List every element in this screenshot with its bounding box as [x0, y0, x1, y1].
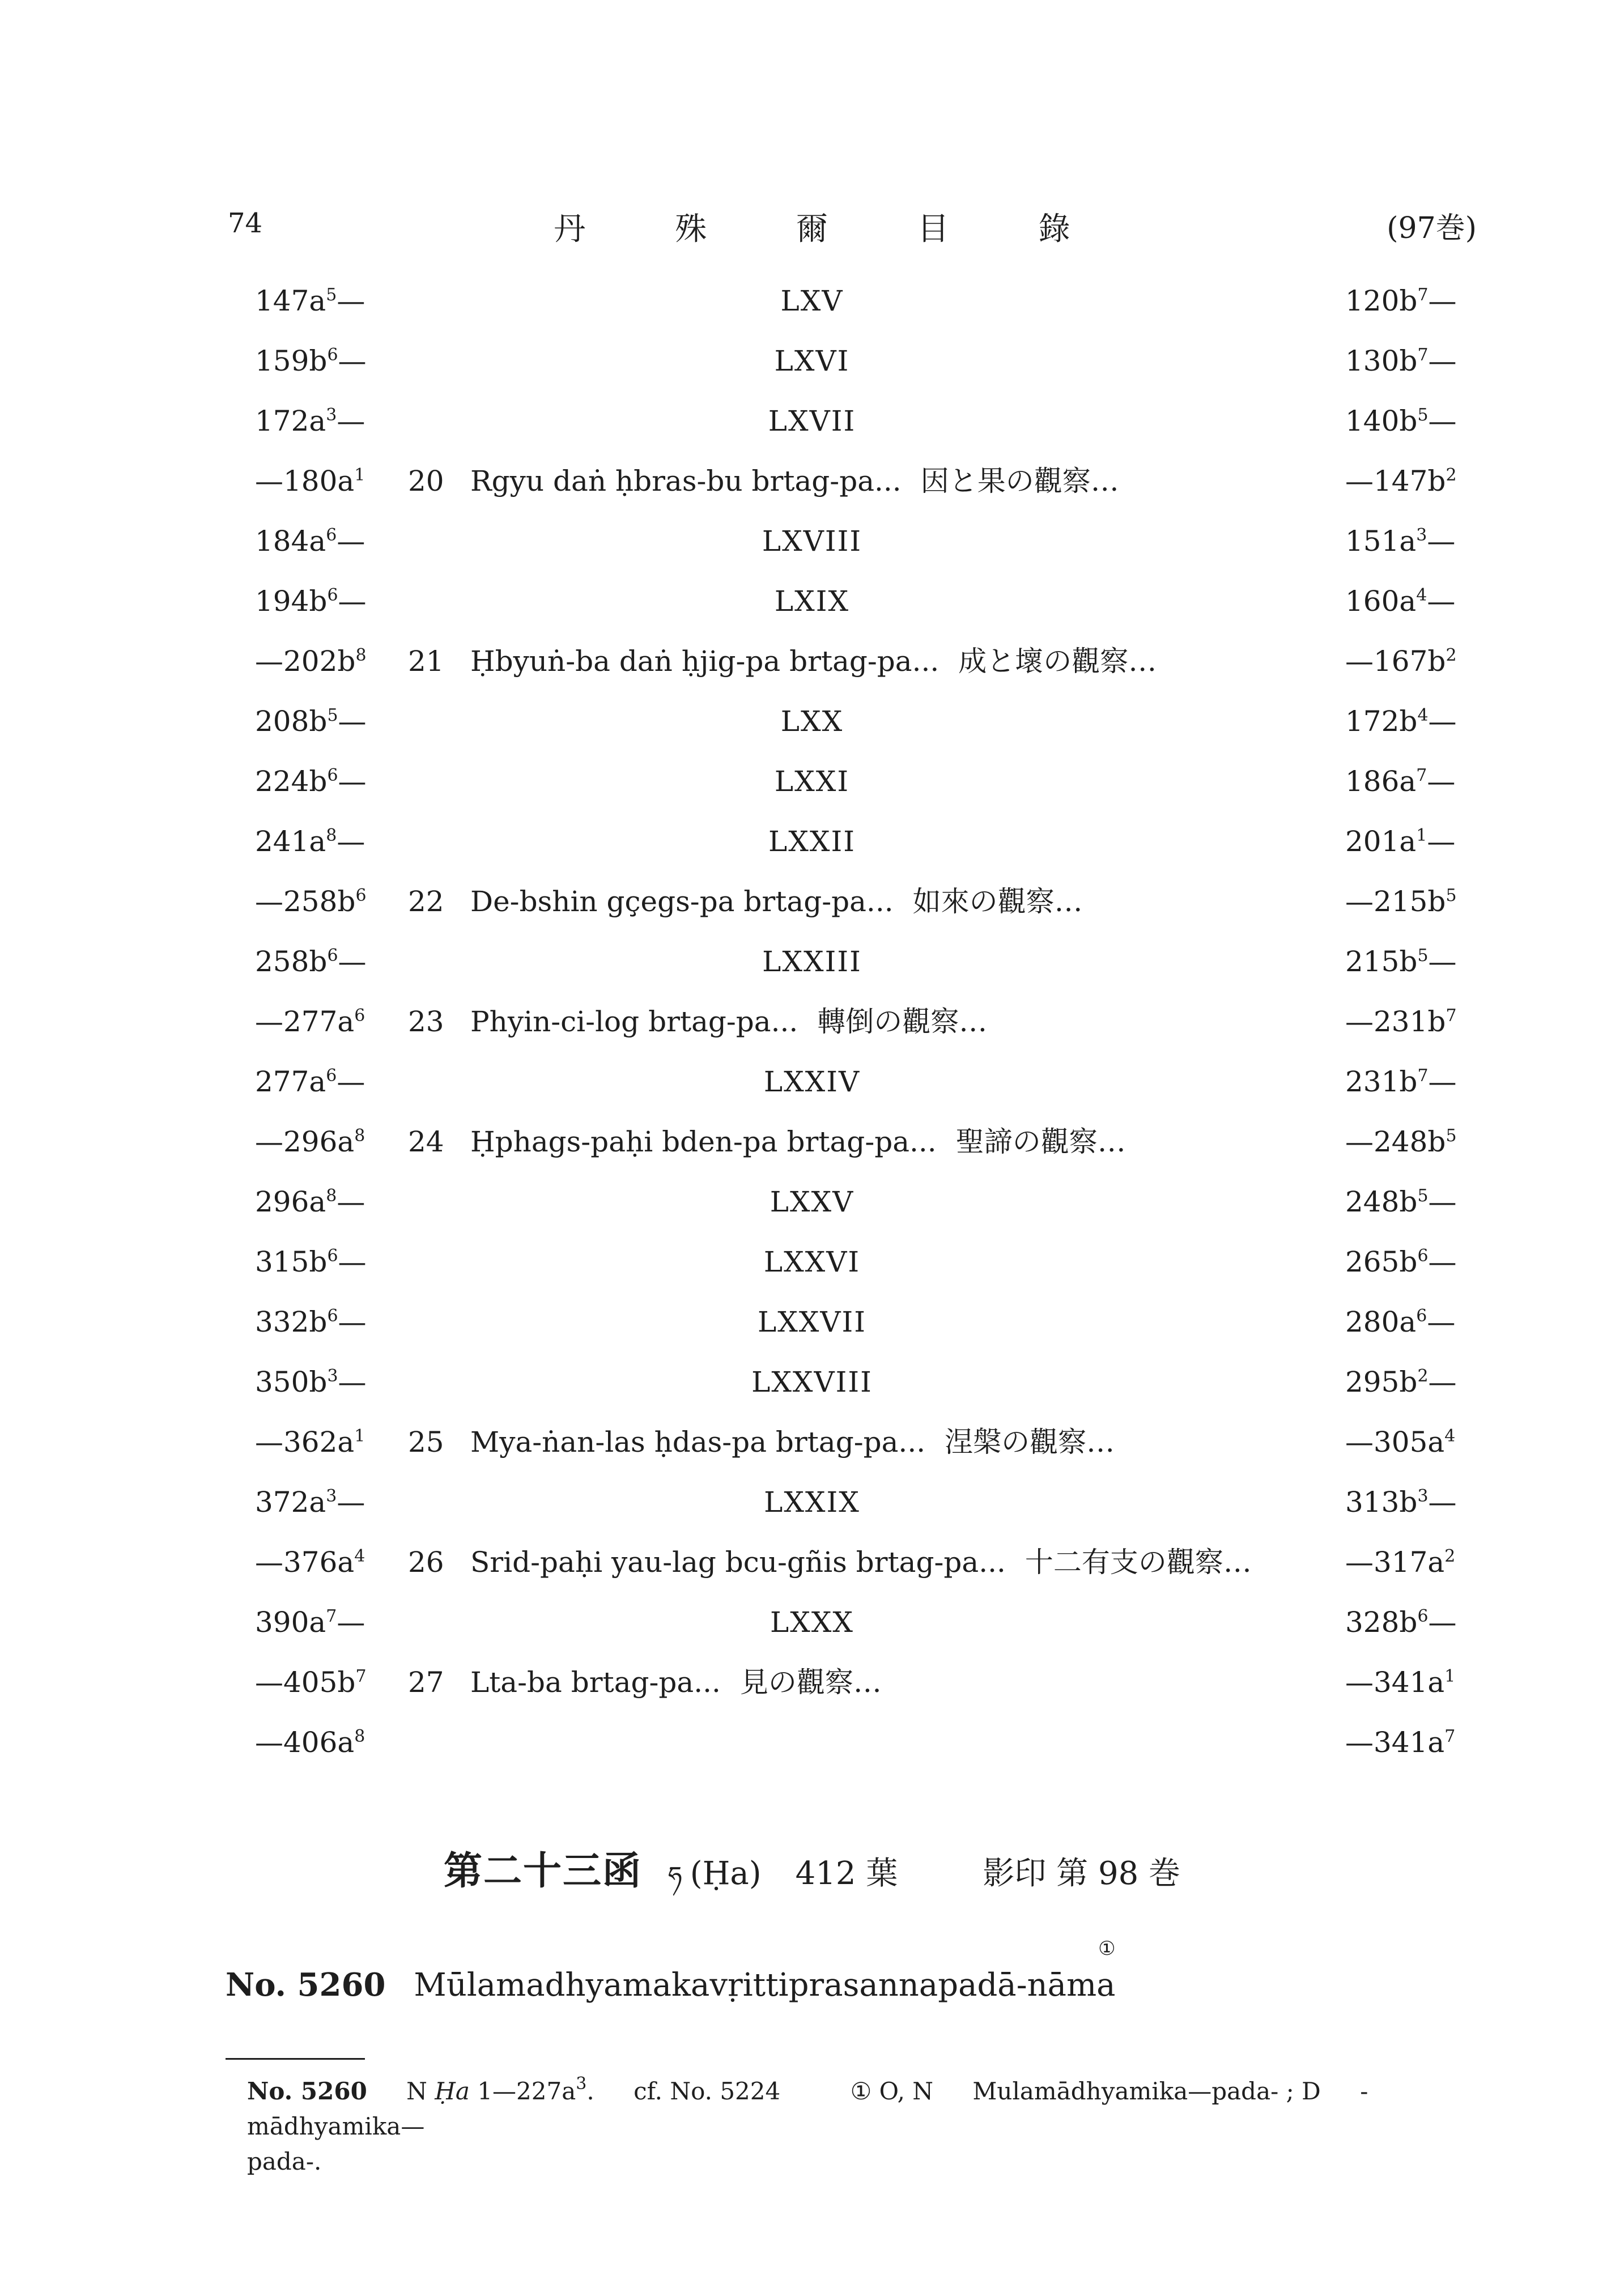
- dash: —: [337, 1185, 365, 1218]
- dash: —: [1428, 1606, 1457, 1639]
- folio-base: 296a: [255, 1185, 326, 1218]
- footnote-variant-editions: O, N: [879, 2077, 934, 2105]
- table-row: [0, 1352, 1624, 1412]
- folio-line: 8: [355, 645, 367, 665]
- dash: —: [337, 825, 365, 858]
- dash: —: [338, 1245, 367, 1278]
- entry-title-text: Mūlamadhyamakavṛittiprasannapadā-nāma: [414, 1967, 1116, 2004]
- chapter-title: [470, 1412, 1115, 1472]
- dash: —: [337, 284, 365, 317]
- dash: —: [1428, 1486, 1457, 1519]
- folio-base: 248b: [1345, 1185, 1418, 1218]
- chapter-number: 25: [408, 1426, 444, 1459]
- folio-line: 6: [327, 585, 338, 605]
- folio-base: 159b: [255, 345, 328, 377]
- dash: —: [1427, 825, 1456, 858]
- dash: —: [1345, 645, 1374, 678]
- folio-line: 6: [327, 1306, 338, 1326]
- chapter-title-tibetan: Ḥphags-paḥi bden-pa brtag-pa...: [470, 1125, 937, 1158]
- catalog-table: [0, 271, 1624, 1772]
- folio-line: 6: [354, 1006, 365, 1026]
- chapter-title-japanese: 見の觀察…: [739, 1666, 882, 1699]
- folio-peking: [1345, 1592, 1481, 1652]
- folio-base: 140b: [1345, 405, 1418, 437]
- folio-peking: [1345, 1172, 1481, 1232]
- folio-line: 6: [327, 766, 338, 785]
- folio-peking: [1345, 1652, 1481, 1712]
- dash: —: [1427, 525, 1456, 558]
- dash: —: [1345, 1726, 1374, 1759]
- dash: —: [1428, 1245, 1457, 1278]
- chapter-title: [470, 871, 1083, 932]
- chapter-title: [470, 1532, 1252, 1592]
- footnote-rule: [226, 2058, 365, 2060]
- chapter-title-tibetan: Ḥbyuṅ-ba daṅ ḥjig-pa brtag-pa...: [470, 645, 939, 678]
- folio-base: 224b: [255, 765, 328, 798]
- folio-line: 5: [1446, 886, 1457, 905]
- chapter-title-tibetan: De-bshin gçegs-pa brtag-pa...: [470, 885, 894, 918]
- table-row: [0, 1712, 1624, 1772]
- folio-line: 6: [327, 345, 338, 365]
- chapter-title-tibetan: Rgyu daṅ ḥbras-bu brtag-pa...: [470, 465, 902, 498]
- chapter-roman: LXXVII: [757, 1306, 866, 1338]
- folio-base: 258b: [255, 945, 328, 978]
- folio-base: 180a: [283, 465, 355, 498]
- folio-peking: [1345, 451, 1481, 511]
- chapter-title: [470, 451, 1119, 511]
- table-row: [0, 1052, 1624, 1112]
- footnote-marker-1: ①: [850, 2077, 872, 2105]
- folio-base: 405b: [283, 1666, 356, 1699]
- table-row: [0, 1592, 1624, 1652]
- dash: —: [255, 1666, 283, 1699]
- folio-line: 3: [327, 1366, 338, 1386]
- dash: —: [338, 1366, 367, 1398]
- folio-line: 7: [355, 1666, 367, 1686]
- dash: —: [337, 405, 365, 437]
- dash: —: [1345, 1546, 1374, 1579]
- folio-derge: [255, 631, 374, 691]
- folio-base: 241a: [255, 825, 326, 858]
- page-header: [0, 204, 1624, 249]
- folio-base: 265b: [1345, 1245, 1418, 1278]
- dash: —: [1345, 1666, 1374, 1699]
- table-row: [0, 331, 1624, 391]
- chapter-number: 23: [408, 1005, 444, 1038]
- folio-peking: [1345, 1232, 1481, 1292]
- chapter-roman: LXXX: [770, 1606, 854, 1639]
- chapter-number: 21: [408, 645, 444, 678]
- chapter-roman: LXXII: [768, 825, 856, 858]
- folio-base: 277a: [283, 1005, 355, 1038]
- folio-peking: [1345, 1532, 1481, 1592]
- folio-base: 313b: [1345, 1486, 1418, 1519]
- dash: —: [338, 705, 367, 738]
- folio-line: 1: [354, 1426, 365, 1446]
- dash: —: [1345, 465, 1374, 498]
- chapter-title: [470, 631, 1157, 691]
- folio-base: 167b: [1374, 645, 1446, 678]
- table-row: [0, 1652, 1624, 1712]
- folio-base: 305a: [1374, 1426, 1445, 1459]
- footnote: [247, 2074, 1494, 2179]
- chapter-roman: LXVIII: [762, 525, 862, 558]
- folio-line: 6: [1417, 1246, 1429, 1266]
- folio-derge: [255, 871, 374, 932]
- folio-line: 2: [1444, 1546, 1456, 1566]
- footnote-ha: Ḥa: [435, 2077, 470, 2105]
- chapter-title-japanese: 涅槃の觀察…: [945, 1426, 1115, 1459]
- table-row: [0, 1172, 1624, 1232]
- folio-peking: [1345, 1412, 1481, 1472]
- footnote-number: No. 5260: [247, 2077, 367, 2105]
- folio-peking: [1345, 1352, 1481, 1412]
- folio-base: 231b: [1374, 1005, 1446, 1038]
- folio-line: 2: [1446, 645, 1457, 665]
- folio-line: 2: [1446, 465, 1457, 485]
- chapter-roman: LXXVIII: [751, 1366, 873, 1398]
- dash: —: [1345, 1125, 1374, 1158]
- dash: —: [255, 465, 283, 498]
- table-row: [0, 631, 1624, 691]
- chapter-title-japanese: 成と壞の觀察…: [958, 645, 1157, 678]
- folio-line: 6: [326, 525, 337, 545]
- folio-base: 258b: [283, 885, 356, 918]
- folio-base: 151a: [1345, 525, 1417, 558]
- folio-base: 208b: [255, 705, 328, 738]
- chapter-roman: LXVII: [768, 405, 856, 437]
- chapter-roman: LXXVI: [763, 1245, 861, 1278]
- dash: —: [255, 1546, 283, 1579]
- chapter-number: 24: [408, 1125, 444, 1158]
- page-title: 丹 殊 爾 目 錄: [554, 211, 1110, 248]
- dash: —: [1345, 885, 1374, 918]
- table-row: [0, 1232, 1624, 1292]
- folio-line: 5: [1417, 1186, 1429, 1206]
- folio-line: 4: [1416, 585, 1427, 605]
- folio-base: 202b: [283, 645, 356, 678]
- folio-base: 231b: [1345, 1065, 1418, 1098]
- chapter-title-japanese: 十二有支の觀察…: [1024, 1546, 1252, 1579]
- footnote-range: $1—227a^3$.: [477, 2074, 594, 2105]
- folio-line: 6: [327, 1246, 338, 1266]
- folio-line: 7: [1446, 1006, 1457, 1026]
- chapter-roman: LXXIX: [764, 1486, 860, 1519]
- folio-derge: [255, 1652, 374, 1712]
- folio-base: 376a: [283, 1546, 355, 1579]
- facsimile-volume: 影印 第 98 巻: [983, 1855, 1181, 1892]
- table-row: [0, 571, 1624, 631]
- case-title: 第二十三函: [443, 1848, 642, 1894]
- chapter-title-tibetan: Phyin-ci-log brtag-pa...: [470, 1005, 798, 1038]
- folio-peking: [1345, 871, 1481, 932]
- chapter-roman: LXXI: [774, 765, 850, 798]
- chapter-title-tibetan: Srid-paḥi yau-lag bcu-gñis brtag-pa...: [470, 1546, 1006, 1579]
- folio-base: 341a: [1374, 1726, 1445, 1759]
- chapter-title: [470, 992, 987, 1052]
- folio-base: 406a: [283, 1726, 355, 1759]
- chapter-title: [470, 1652, 882, 1712]
- dash: —: [1345, 1426, 1374, 1459]
- folio-line: 1: [1444, 1666, 1456, 1686]
- dash: —: [338, 1306, 367, 1338]
- leaf-count: 412 葉: [795, 1855, 898, 1892]
- table-row: [0, 691, 1624, 751]
- dash: —: [1428, 1065, 1457, 1098]
- chapter-title: [470, 1112, 1126, 1172]
- folio-base: 280a: [1345, 1306, 1417, 1338]
- folio-line: 6: [1416, 1306, 1427, 1326]
- folio-line: 7: [1416, 766, 1427, 785]
- dash: —: [255, 1426, 283, 1459]
- dash: —: [255, 1726, 283, 1759]
- chapter-title-japanese: 聖諦の觀察…: [955, 1125, 1126, 1158]
- tibetan-letter: ཧ: [668, 1861, 682, 1890]
- folio-base: 160a: [1345, 585, 1417, 618]
- folio-base: 332b: [255, 1306, 328, 1338]
- table-row: [0, 511, 1624, 571]
- chapter-roman: LXXV: [770, 1185, 854, 1218]
- footnote-variant-2: -mādhyamika—: [247, 2077, 1368, 2140]
- folio-base: 172b: [1345, 705, 1418, 738]
- folio-line: 8: [326, 826, 337, 845]
- dash: —: [1428, 345, 1457, 377]
- folio-line: 8: [354, 1727, 365, 1746]
- table-row: [0, 451, 1624, 511]
- volume-label: (97巻): [1387, 211, 1477, 245]
- folio-line: 3: [1416, 525, 1427, 545]
- folio-line: 6: [327, 946, 338, 966]
- entry-title: [414, 1937, 1116, 2004]
- dash: —: [1428, 405, 1457, 437]
- folio-base: 130b: [1345, 345, 1418, 377]
- folio-base: 215b: [1374, 885, 1446, 918]
- dash: —: [338, 345, 367, 377]
- folio-peking: [1345, 691, 1481, 751]
- footnote-marker: ①: [1098, 1937, 1116, 1960]
- folio-base: 277a: [255, 1065, 326, 1098]
- chapter-title-tibetan: Lta-ba brtag-pa...: [470, 1666, 721, 1699]
- folio-base: 147b: [1374, 465, 1446, 498]
- page-number: 74: [228, 207, 263, 239]
- folio-line: 6: [355, 886, 367, 905]
- dash: —: [1427, 1306, 1456, 1338]
- chapter-title-japanese: 轉倒の觀察…: [817, 1005, 988, 1038]
- footnote-edition: N: [406, 2077, 427, 2105]
- table-row: [0, 871, 1624, 932]
- folio-peking: [1345, 511, 1481, 571]
- folio-line: 3: [326, 1486, 337, 1506]
- dash: —: [1428, 1185, 1457, 1218]
- folio-line: 7: [1444, 1727, 1456, 1746]
- dash: —: [337, 1065, 365, 1098]
- chapter-roman: LXXIII: [762, 945, 862, 978]
- table-row: [0, 751, 1624, 811]
- folio-line: 5: [326, 285, 337, 305]
- folio-base: 201a: [1345, 825, 1417, 858]
- dash: —: [255, 645, 283, 678]
- folio-base: 172a: [255, 405, 326, 437]
- folio-base: 147a: [255, 284, 326, 317]
- folio-line: 6: [326, 1066, 337, 1086]
- dash: —: [1428, 705, 1457, 738]
- folio-base: 315b: [255, 1245, 328, 1278]
- folio-line: 4: [1417, 705, 1429, 725]
- folio-base: 317a: [1374, 1546, 1445, 1579]
- folio-peking: [1345, 932, 1481, 992]
- dash: —: [338, 585, 367, 618]
- folio-derge: [255, 451, 374, 511]
- folio-base: 372a: [255, 1486, 326, 1519]
- folio-line: 7: [1417, 345, 1429, 365]
- folio-peking: [1345, 271, 1481, 331]
- dash: —: [1427, 585, 1456, 618]
- table-row: [0, 391, 1624, 451]
- folio-peking: [1345, 751, 1481, 811]
- dash: —: [255, 885, 283, 918]
- dash: —: [1428, 284, 1457, 317]
- folio-base: 295b: [1345, 1366, 1418, 1398]
- folio-base: 186a: [1345, 765, 1417, 798]
- dash: —: [338, 765, 367, 798]
- table-row: [0, 1112, 1624, 1172]
- folio-base: 248b: [1374, 1125, 1446, 1158]
- folio-line: 8: [326, 1186, 337, 1206]
- chapter-roman: LXX: [780, 705, 844, 738]
- folio-line: 3: [326, 405, 337, 425]
- folio-line: 5: [1417, 405, 1429, 425]
- chapter-title-japanese: 如來の觀察…: [912, 885, 1083, 918]
- folio-derge: [255, 1112, 374, 1172]
- dash: —: [337, 525, 365, 558]
- folio-peking: [1345, 1712, 1481, 1772]
- folio-line: 2: [1417, 1366, 1429, 1386]
- folio-line: 4: [1444, 1426, 1456, 1446]
- folio-derge: [255, 1532, 374, 1592]
- folio-peking: [1345, 331, 1481, 391]
- chapter-title-tibetan: Mya-ṅan-las ḥdas-pa brtag-pa...: [470, 1426, 926, 1459]
- chapter-number: 26: [408, 1546, 444, 1579]
- dash: —: [1428, 945, 1457, 978]
- folio-peking: [1345, 1112, 1481, 1172]
- dash: —: [338, 945, 367, 978]
- chapter-number: 20: [408, 465, 444, 498]
- table-row: [0, 1292, 1624, 1352]
- folio-line: 7: [1417, 285, 1429, 305]
- folio-base: 184a: [255, 525, 326, 558]
- table-row: [0, 1412, 1624, 1472]
- folio-line: 3: [1417, 1486, 1429, 1506]
- folio-base: 390a: [255, 1606, 326, 1639]
- folio-peking: [1345, 391, 1481, 451]
- chapter-number: 22: [408, 885, 444, 918]
- catalog-entry: [226, 1937, 1116, 2004]
- chapter-roman: LXIX: [774, 585, 850, 618]
- chapter-roman: LXVI: [774, 345, 850, 377]
- folio-base: 328b: [1345, 1606, 1418, 1639]
- folio-base: 215b: [1345, 945, 1418, 978]
- folio-line: 5: [1417, 946, 1429, 966]
- dash: —: [337, 1606, 365, 1639]
- folio-peking: [1345, 1472, 1481, 1532]
- folio-base: 350b: [255, 1366, 328, 1398]
- folio-line: 7: [326, 1606, 337, 1626]
- dash: —: [255, 1125, 283, 1158]
- letter-romanized: (Ḥa): [690, 1855, 762, 1892]
- dash: —: [337, 1486, 365, 1519]
- folio-derge: [255, 1712, 374, 1772]
- table-row: [0, 271, 1624, 331]
- folio-peking: [1345, 571, 1481, 631]
- folio-base: 362a: [283, 1426, 355, 1459]
- folio-line: 5: [327, 705, 338, 725]
- folio-peking: [1345, 1052, 1481, 1112]
- folio-peking: [1345, 1292, 1481, 1352]
- folio-base: 341a: [1374, 1666, 1445, 1699]
- folio-base: 120b: [1345, 284, 1418, 317]
- folio-peking: [1345, 631, 1481, 691]
- folio-peking: [1345, 811, 1481, 871]
- folio-base: 194b: [255, 585, 328, 618]
- table-row: [0, 992, 1624, 1052]
- table-row: [0, 1532, 1624, 1592]
- table-row: [0, 1472, 1624, 1532]
- chapter-number: 27: [408, 1666, 444, 1699]
- dash: —: [1428, 1366, 1457, 1398]
- folio-line: 4: [354, 1546, 365, 1566]
- chapter-title-japanese: 因と果の觀察…: [920, 465, 1119, 498]
- entry-number: No. 5260: [226, 1966, 386, 2004]
- dash: —: [1345, 1005, 1374, 1038]
- table-row: [0, 811, 1624, 871]
- dash: —: [1427, 765, 1456, 798]
- folio-line: 1: [1416, 826, 1427, 845]
- section-heading: [0, 1840, 1624, 1918]
- footnote-variant-1: Mulamādhyamika—pada- ; D: [972, 2077, 1321, 2105]
- folio-line: 1: [354, 465, 365, 485]
- folio-peking: [1345, 992, 1481, 1052]
- chapter-roman: LXXIV: [763, 1065, 861, 1098]
- chapter-roman: LXV: [780, 284, 844, 317]
- footnote-continuation: pada-.: [247, 2148, 322, 2175]
- dash: —: [255, 1005, 283, 1038]
- folio-base: 296a: [283, 1125, 355, 1158]
- table-row: [0, 932, 1624, 992]
- footnote-cf: cf. No. 5224: [634, 2077, 781, 2105]
- folio-line: 6: [1417, 1606, 1429, 1626]
- folio-line: 5: [1446, 1126, 1457, 1146]
- folio-derge: [255, 1412, 374, 1472]
- folio-line: 7: [1417, 1066, 1429, 1086]
- folio-derge: [255, 992, 374, 1052]
- folio-line: 8: [354, 1126, 365, 1146]
